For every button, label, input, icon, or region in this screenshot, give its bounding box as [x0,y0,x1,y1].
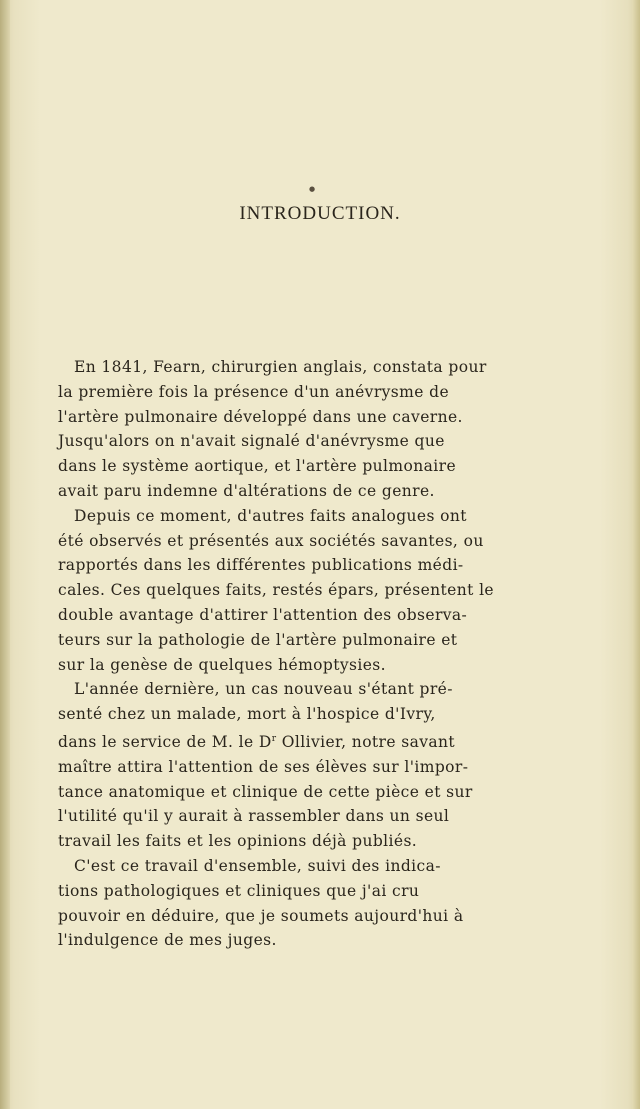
book-spine-shadow [0,0,10,1109]
text-line: Depuis ce moment, d'autres faits analogues ont [74,506,467,525]
text-line: cales. Ces quelques faits, restés épars, présentent le [58,581,494,600]
text-line: sur la genèse de quelques hémoptysies. [58,655,386,674]
text-line: senté chez un malade, mort à l'hospice d'Ivry, [58,705,436,724]
text-line: tions pathologiques et cliniques que j'ai cru [58,881,420,900]
text-line: l'indulgence de mes juges. [58,931,277,950]
text-line: travail les faits et les opinions déjà publiés. [58,832,418,851]
text-line: tance anatomique et clinique de cette pièce et sur [58,782,473,801]
text-line: l'artère pulmonaire développé dans une caverne. [58,407,463,426]
page-edge [632,0,640,1109]
text-line [58,727,618,755]
text-line: la première fois la présence d'un anévrysme de [58,382,450,401]
text-line: teurs sur la pathologie de l'artère pulmonaire et [58,630,458,649]
text-line: rapportés dans les différentes publications médi- [58,556,464,575]
text-line: avait paru indemne d'altérations de ce genre. [58,481,435,500]
text-line: maître attira l'attention de ses élèves sur l'impor- [58,757,469,776]
text-line: L'année dernière, un cas nouveau s'étant pré- [74,680,453,699]
text-line: En 1841, Fearn, chirurgien anglais, constata pour [74,358,487,376]
ink-speck: ● [309,185,316,193]
text-line: pouvoir en déduire, que je soumets aujourd'hui à [58,906,464,925]
text-line: l'utilité qu'il y aurait à rassembler dans un seul [58,807,450,826]
text-line: été observés et présentés aux sociétés savantes, ou [58,531,484,550]
text-line: Jusqu'alors on n'avait signalé d'anévrysme que [58,432,445,451]
text-line: double avantage d'attirer l'attention des observa- [58,605,468,624]
superscript: r [271,733,277,744]
text-line: C'est ce travail d'ensemble, suivi des indica- [74,856,441,875]
body-text [58,355,618,953]
page-title: INTRODUCTION. [239,203,401,224]
text-segment: dans le service de M. le D [58,732,272,751]
text-segment: Ollivier, notre savant [276,732,456,751]
text-line: dans le système aortique, et l'artère pulmonaire [58,457,457,476]
